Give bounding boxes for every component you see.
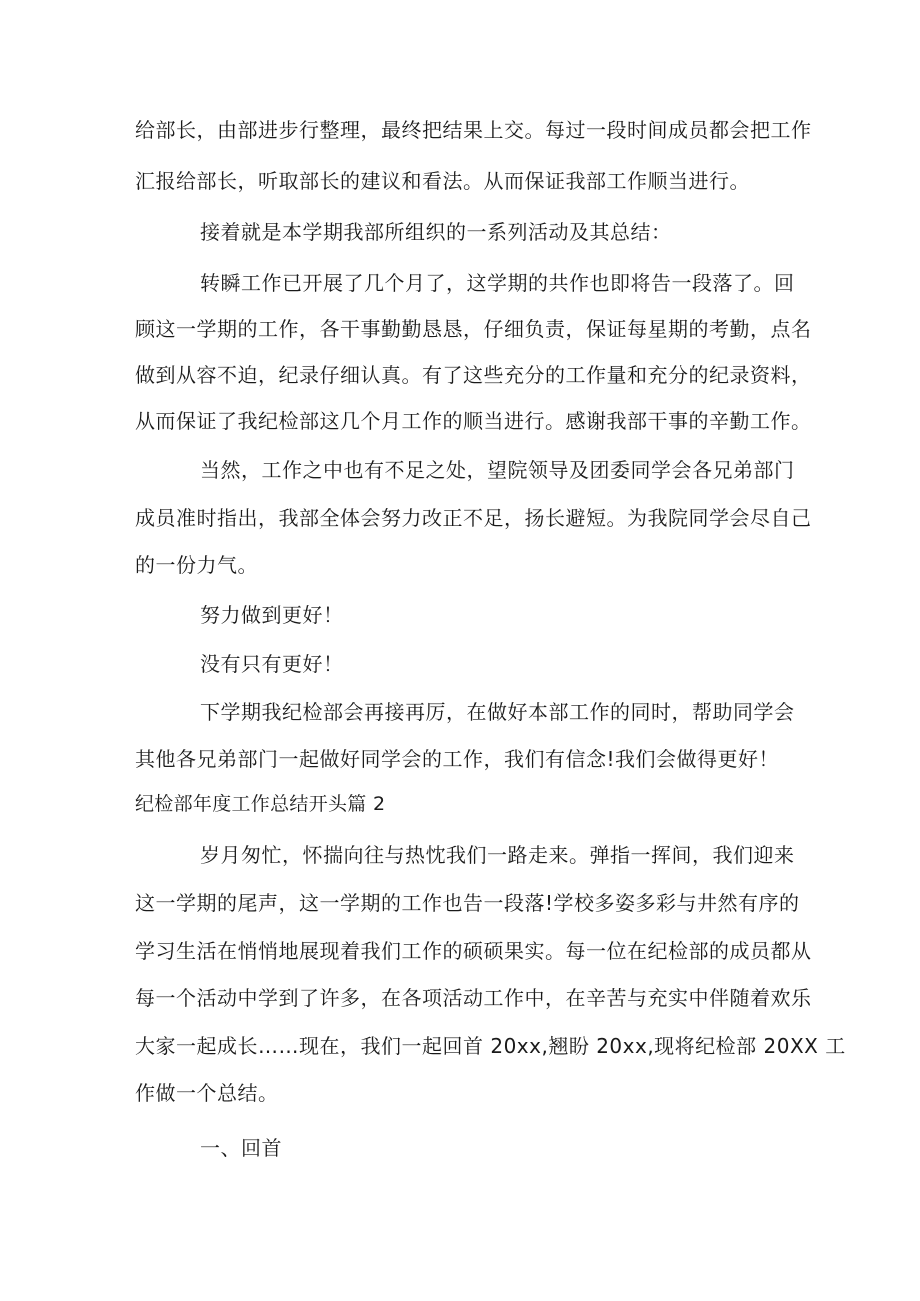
paragraph-line: 下学期我纪检部会再接再厉，在做好本部工作的同时，帮助同学会 xyxy=(200,700,795,724)
paragraph-line: 其他各兄弟部门一起做好同学会的工作，我们有信念!我们会做得更好！ xyxy=(135,747,780,771)
paragraph-line: 给部长，由部进步行整理，最终把结果上交。每过一段时间成员都会把工作 xyxy=(135,118,812,142)
paragraph-line: 当然，工作之中也有不足之处，望院领导及团委同学会各兄弟部门 xyxy=(200,458,795,482)
paragraph-line: 大家一起成长……现在，我们一起回首 20xx,翘盼 20xx,现将纪检部 20XX 工 xyxy=(135,1034,846,1058)
paragraph-line: 从而保证了我纪检部这几个月工作的顺当进行。感谢我部干事的辛勤工作。 xyxy=(135,409,812,433)
paragraph-line: 顾这一学期的工作，各干事勤勤恳恳，仔细负责，保证每星期的考勤，点名 xyxy=(135,317,812,341)
paragraph-line: 汇报给部长，听取部长的建议和看法。从而保证我部工作顺当进行。 xyxy=(135,169,750,193)
paragraph-line: 成员准时指出，我部全体会努力改正不足，扬长避短。为我院同学会尽自己 xyxy=(135,506,812,530)
paragraph-line: 作做一个总结。 xyxy=(135,1081,279,1105)
section-heading: 纪检部年度工作总结开头篇 2 xyxy=(135,793,386,815)
paragraph-line: 努力做到更好！ xyxy=(200,603,344,627)
paragraph-line: 做到从容不迫，纪录仔细认真。有了这些充分的工作量和充分的纪录资料， xyxy=(135,363,812,387)
paragraph-line: 每一个活动中学到了许多，在各项活动工作中，在辛苦与充实中伴随着欢乐 xyxy=(135,986,812,1010)
paragraph-line: 没有只有更好！ xyxy=(200,652,344,676)
paragraph-line: 这一学期的尾声，这一学期的工作也告一段落!学校多姿多彩与井然有序的 xyxy=(135,891,800,915)
paragraph-line: 岁月匆忙，怀揣向往与热忱我们一路走来。弹指一挥间，我们迎来 xyxy=(200,843,795,867)
paragraph-line: 学习生活在悄悄地展现着我们工作的硕硕果实。每一位在纪检部的成员都从 xyxy=(135,939,812,963)
paragraph-line: 的一份力气。 xyxy=(135,553,258,577)
paragraph-line: 转瞬工作已开展了几个月了，这学期的共作也即将告一段落了。回 xyxy=(200,271,795,295)
subsection-heading: 一、回首 xyxy=(200,1136,282,1160)
paragraph-line: 接着就是本学期我部所组织的一系列活动及其总结： xyxy=(200,220,672,244)
